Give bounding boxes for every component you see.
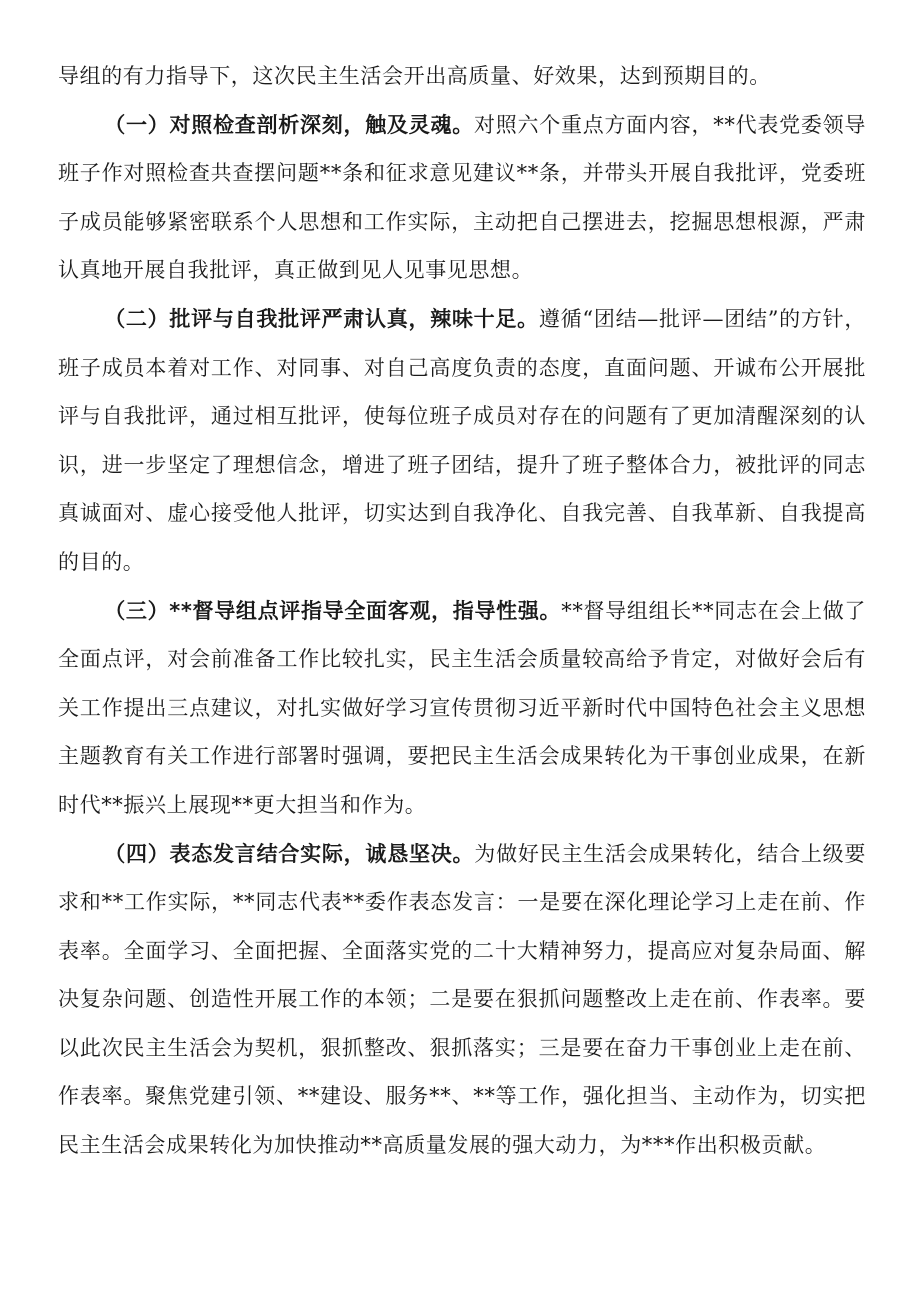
paragraph-body: 对照六个重点方面内容，**代表党委领导班子作对照检查共查摆问题**条和征求意见建议**条，并带头开展自我批评，党委班子成员能够紧密联系个人思想和工作实际，主动把自己摆进去，挖掘思想根源，严肃认真地开展自我批评，真正做到见人见事见思想。: [58, 112, 866, 283]
paragraph-body: 导组的有力指导下，这次民主生活会开出高质量、好效果，达到预期目的。: [58, 64, 771, 88]
section-heading: （一）对照检查剖析深刻，触及灵魂。: [104, 112, 474, 137]
paragraph-body: **督导组组长**同志在会上做了全面点评，对会前准备工作比较扎实，民主生活会质量较高给予肯定，对做好会后有关工作提出三点建议，对扎实做好学习宣传贯彻习近平新时代中国特色社会主义思想主题教育有关工作进行部署时强调，要把民主生活会成果转化为干事创业成果，在新时代**振兴上展现**更大担当和作为。: [58, 598, 866, 817]
section-heading: （三）**督导组点评指导全面客观，指导性强。: [104, 598, 562, 623]
paragraph-section-4: [58, 830, 866, 1170]
section-heading: （四）表态发言结合实际，诚恳坚决。: [104, 841, 475, 866]
paragraph-section-3: [58, 587, 866, 830]
paragraph-body: 遵循“团结—批评—团结”的方针，班子成员本着对工作、对同事、对自己高度负责的态度，直面问题、开诚布公开展批评与自我批评，通过相互批评，使每位班子成员对存在的问题有了更加清醒深刻的认识，进一步坚定了理想信念，增进了班子团结，提升了班子整体合力，被批评的同志真诚面对、虚心接受他人批评，切实达到自我净化、自我完善、自我革新、自我提高的目的。: [58, 306, 866, 574]
paragraph-continuation: [58, 52, 866, 101]
paragraph-section-1: [58, 101, 866, 295]
section-heading: （二）批评与自我批评严肃认真，辣味十足。: [104, 306, 539, 331]
document-page: [58, 52, 866, 1170]
paragraph-section-2: [58, 295, 866, 587]
paragraph-body: 为做好民主生活会成果转化，结合上级要求和**工作实际，**同志代表**委作表态发言：一是要在深化理论学习上走在前、作表率。全面学习、全面把握、全面落实党的二十大精神努力，提高应对复杂局面、解决复杂问题、创造性开展工作的本领；二是要在狠抓问题整改上走在前、作表率。要以此次民主生活会为契机，狠抓整改、狠抓落实；三是要在奋力干事创业上走在前、作表率。聚焦党建引领、**建设、服务**、**等工作，强化担当、主动作为，切实把民主生活会成果转化为加快推动**高质量发展的强大动力，为***作出积极贡献。: [58, 841, 866, 1158]
